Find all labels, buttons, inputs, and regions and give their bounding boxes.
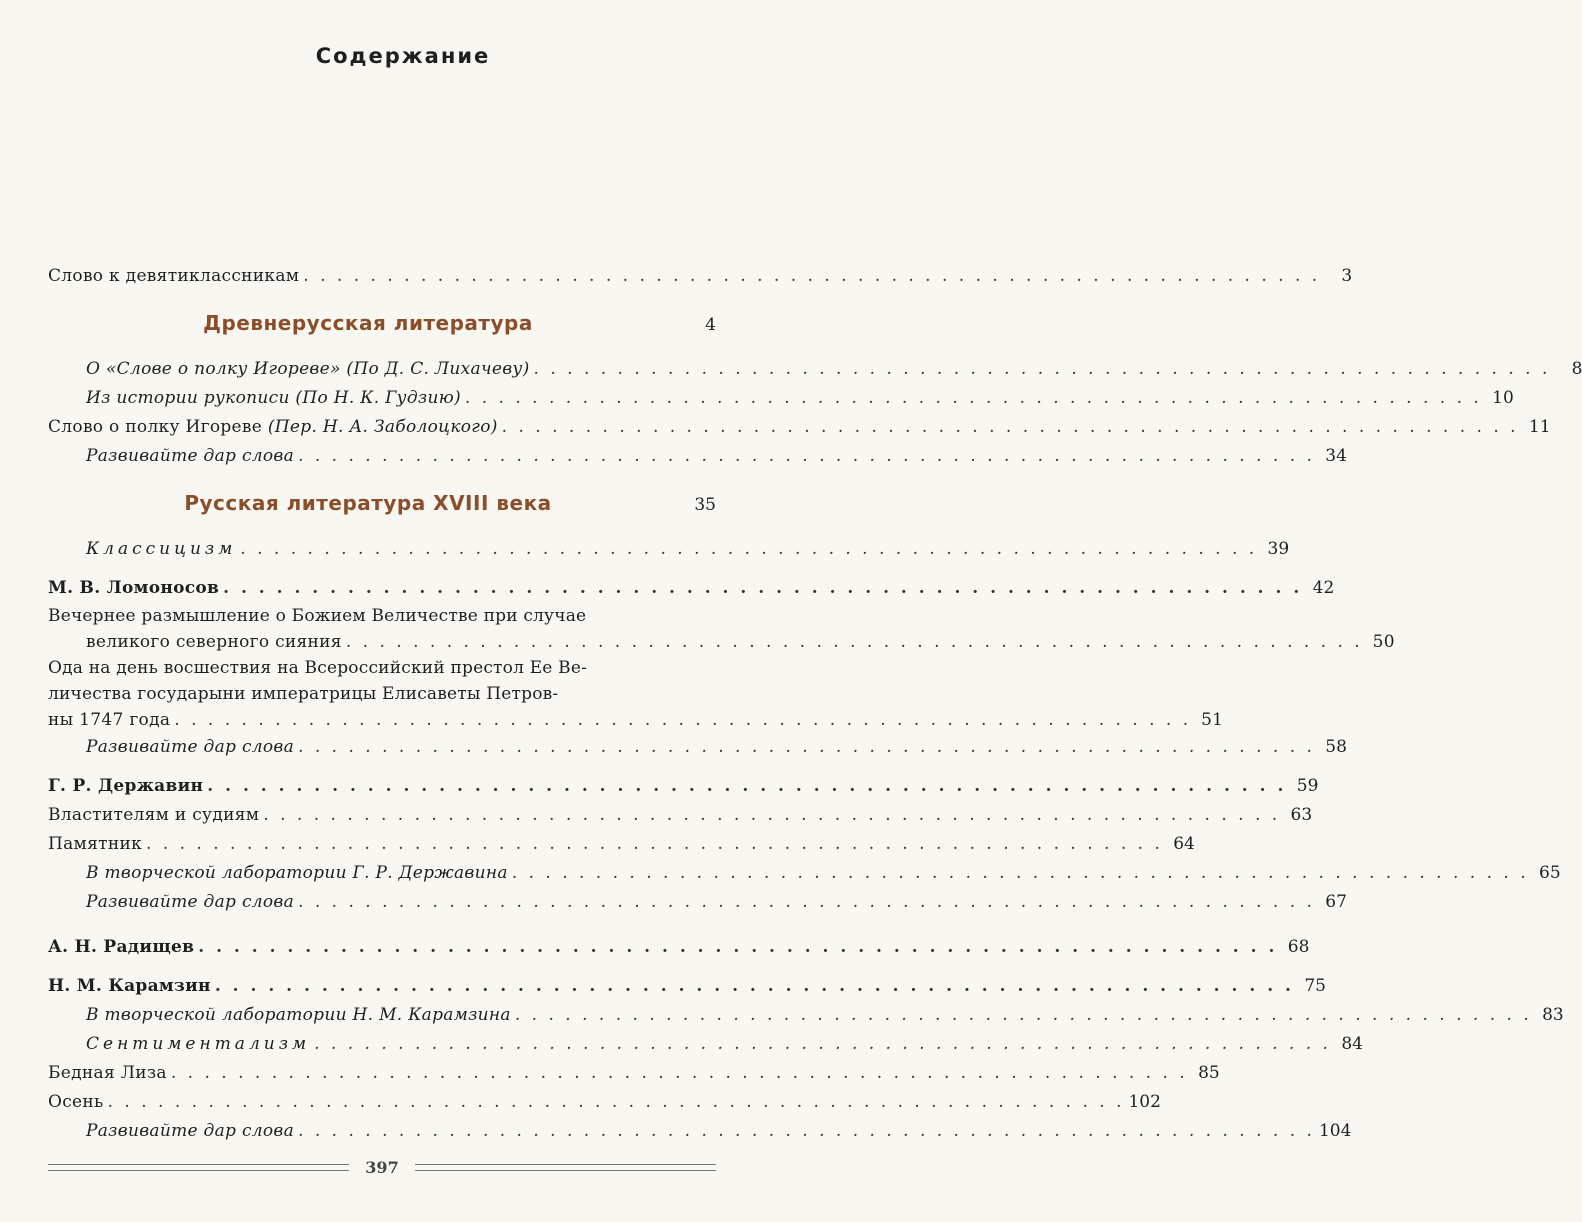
dot-leader <box>240 535 1257 564</box>
toc-page-number: 67 <box>1325 892 1347 912</box>
toc-entry-evening-meditation[interactable] <box>48 603 1395 655</box>
toc-entry-label: Слово к девятиклассникам <box>48 266 300 286</box>
toc-page-number: 102 <box>1128 1092 1161 1112</box>
toc-entry-label: Осень <box>48 1092 104 1112</box>
dot-leader <box>303 262 1320 291</box>
toc-entry[interactable] <box>48 1088 1161 1117</box>
toc-page-number: 64 <box>1173 834 1195 854</box>
toc-entry[interactable] <box>48 1001 1564 1030</box>
section-title: Древнерусская литература <box>203 311 533 335</box>
toc-entry-label: О «Слове о полку Игореве» (По Д. С. Лихачеву) <box>86 359 530 379</box>
toc-entry-label <box>48 413 498 442</box>
toc-entry-label: Властителям и судиям <box>48 805 260 825</box>
page-footer <box>48 1157 716 1177</box>
toc-entry-line: личества государыни императрицы Елисаветы Петров- <box>48 684 559 704</box>
dot-leader <box>346 629 1363 655</box>
toc-page-number: 83 <box>1542 1005 1564 1025</box>
toc-entry[interactable] <box>48 830 1195 859</box>
toc-entry-classicism[interactable] <box>48 535 1290 564</box>
dot-leader <box>534 355 1551 384</box>
toc-entry-intro[interactable] <box>48 262 1353 291</box>
toc-page-number: 4 <box>705 315 716 335</box>
page-title: Содержание <box>315 44 491 68</box>
toc-page-number: 42 <box>1312 578 1335 598</box>
toc-entry[interactable] <box>48 1059 1220 1088</box>
toc-page-number: 85 <box>1198 1063 1220 1083</box>
toc-page-number: 3 <box>1341 266 1353 286</box>
section-heading-old-russian[interactable] <box>48 301 716 345</box>
dot-leader <box>146 830 1163 859</box>
toc-page-number: 50 <box>1372 632 1395 652</box>
toc-page-number: 65 <box>1539 863 1561 883</box>
toc-page-number: 84 <box>1341 1034 1363 1054</box>
toc-entry-label: Развивайте дар слова <box>86 737 295 757</box>
toc-entry-label: В творческой лаборатории Г. Р. Державина <box>86 863 508 883</box>
section-title: Русская литература XVIII века <box>184 491 552 515</box>
dot-leader <box>198 933 1277 962</box>
toc-entry-ode[interactable] <box>48 655 1224 733</box>
dot-leader <box>314 1030 1331 1059</box>
footer-rule-left <box>48 1164 349 1171</box>
toc-entry-title: Слово о полку Игореве <box>48 417 268 437</box>
dot-leader <box>263 801 1280 830</box>
toc-entry-label: Развивайте дар слова <box>86 1121 295 1141</box>
toc-entry[interactable] <box>48 859 1561 888</box>
dot-leader <box>515 1001 1532 1030</box>
toc-entry-label: великого северного сияния <box>86 632 342 652</box>
toc-entry[interactable] <box>48 384 1514 413</box>
toc-entry-line: Ода на день восшествия на Всероссийский престол Ее Ве- <box>48 658 588 678</box>
toc-page-number: 35 <box>694 495 716 515</box>
footer-rule-right <box>415 1164 716 1171</box>
dot-leader <box>512 859 1529 888</box>
toc-page-number: 63 <box>1290 805 1313 825</box>
toc-entry[interactable] <box>48 733 1347 762</box>
dot-leader <box>502 413 1519 442</box>
toc-entry-label: Классицизм <box>86 539 237 559</box>
toc-entry[interactable] <box>48 413 1551 442</box>
dot-leader <box>223 574 1302 603</box>
section-heading-18th-century[interactable] <box>48 481 716 525</box>
toc-entry-line: Вечернее размышление о Божием Величестве при случае <box>48 606 587 626</box>
toc-page-number: 68 <box>1287 937 1310 957</box>
dot-leader <box>171 1059 1188 1088</box>
toc-entry[interactable] <box>48 888 1347 917</box>
toc-page-number: 104 <box>1318 1121 1352 1141</box>
toc-entry[interactable] <box>48 355 1582 384</box>
table-of-contents <box>48 262 1582 1146</box>
toc-page-number: 34 <box>1325 446 1347 466</box>
toc-entry-label: Из истории рукописи (По Н. К. Гудзию) <box>86 388 461 408</box>
toc-page-number: 11 <box>1528 417 1551 437</box>
dot-leader <box>298 442 1315 471</box>
toc-author-lomonosov[interactable] <box>48 574 1335 603</box>
toc-page-number: 58 <box>1325 737 1347 757</box>
dot-leader <box>298 1117 1315 1146</box>
toc-entry[interactable] <box>48 801 1313 830</box>
toc-author-name: Н. М. Карамзин <box>48 976 211 996</box>
toc-page-number: 10 <box>1492 388 1514 408</box>
dot-leader <box>108 1088 1125 1117</box>
dot-leader <box>174 707 1191 733</box>
toc-entry[interactable] <box>48 1117 1352 1146</box>
toc-page-number: 39 <box>1267 539 1290 559</box>
dot-leader <box>465 384 1482 413</box>
toc-entry-label: Бедная Лиза <box>48 1063 167 1083</box>
toc-entry-label: В творческой лаборатории Н. М. Карамзина <box>86 1005 511 1025</box>
toc-entry-line-last <box>48 707 1224 733</box>
toc-entry[interactable] <box>48 1030 1363 1059</box>
toc-page-number: 8 <box>1571 359 1582 379</box>
toc-entry-label: Сентиментализм <box>86 1034 311 1054</box>
toc-entry-label: Памятник <box>48 834 142 854</box>
toc-entry[interactable] <box>48 442 1347 471</box>
toc-author-name: А. Н. Радищев <box>48 937 195 957</box>
toc-entry-label: ны 1747 года <box>48 710 171 730</box>
dot-leader <box>298 733 1315 762</box>
toc-page-number: 75 <box>1304 976 1326 996</box>
toc-entry-label: Развивайте дар слова <box>86 446 295 466</box>
toc-author-radishchev[interactable] <box>48 933 1310 962</box>
toc-author-name: М. В. Ломоносов <box>48 578 220 598</box>
dot-leader <box>207 772 1286 801</box>
toc-entry-label: Развивайте дар слова <box>86 892 295 912</box>
toc-author-derzhavin[interactable] <box>48 772 1319 801</box>
toc-entry-line-last <box>48 629 1395 655</box>
dot-leader <box>298 888 1315 917</box>
toc-page-number: 51 <box>1201 710 1224 730</box>
toc-author-name: Г. Р. Державин <box>48 776 204 796</box>
toc-author-karamzin[interactable] <box>48 972 1326 1001</box>
toc-entry-translator: (Пер. Н. А. Заболоцкого) <box>267 417 498 437</box>
dot-leader <box>215 972 1294 1001</box>
page-number: 397 <box>365 1157 399 1177</box>
toc-page-number: 59 <box>1296 776 1319 796</box>
